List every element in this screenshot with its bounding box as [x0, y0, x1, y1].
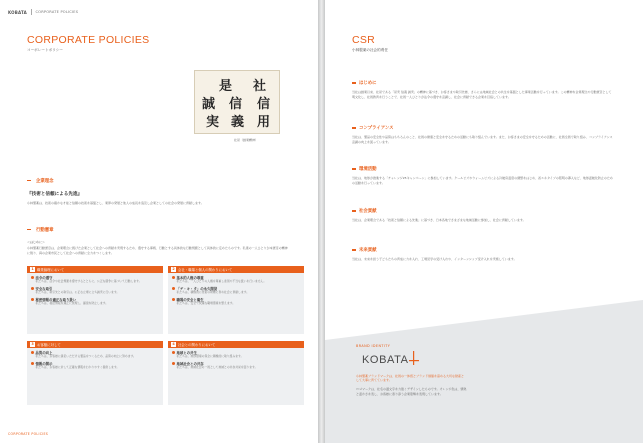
- brand-plus-icon: [409, 351, 419, 365]
- item-desc: 私たちは、地球環境の保全に積極的に取り組みます。: [176, 354, 244, 358]
- page-subtitle: コーポレートポリシー: [27, 48, 63, 52]
- bullet-icon: [172, 351, 175, 354]
- book-gutter: [318, 0, 325, 443]
- item-title: 情報の開示: [35, 361, 53, 366]
- csr-section-title: 環境活動: [352, 166, 614, 172]
- box-title: 職業倫理において: [37, 268, 65, 272]
- box-item: [168, 295, 304, 306]
- brand-text: ロゴマークは、社名の頭文字を力強くデザインしたものです。オレンジ色は、情熱と温かさを表し、お客様に寄り添う企業姿勢を表現しています。: [356, 387, 467, 396]
- conduct-box-3: [27, 341, 163, 405]
- box-header: [27, 341, 163, 348]
- csr-section-future: [352, 247, 614, 262]
- callig-char: 用: [257, 115, 271, 130]
- bullet-icon: [172, 287, 175, 290]
- bullet-icon: [172, 298, 175, 301]
- csr-section-title: 社会貢献: [352, 208, 614, 214]
- box-item: [27, 284, 163, 295]
- csr-section-intro: [352, 80, 614, 99]
- bullet-icon: [31, 298, 34, 301]
- callig-char: 信: [257, 97, 271, 112]
- box-title: 社会との関わりにおいて: [178, 343, 216, 347]
- csr-section-text: 当社は、地球が推進する「チャレンジ25キャンペーン」に参加しています。クールビズやウォームビズによる冷暖房温度の調整をはじめ、省エネタイプの照明の導入など、地球温暖化防止のための活動を行っています。: [352, 176, 613, 185]
- brand-logo: KOBATA: [362, 354, 409, 366]
- csr-section-title: 未来貢献: [352, 247, 614, 253]
- box-header: [168, 266, 304, 273]
- item-title: 安全な取引: [35, 286, 53, 291]
- box-number: 4: [172, 342, 175, 346]
- csr-section-title: はじめに: [352, 80, 614, 86]
- csr-title: CSR: [352, 34, 376, 46]
- box-item: [168, 273, 304, 284]
- item-desc: 私たちは、地域社会の一員として地域との共存共栄を図ります。: [176, 364, 258, 369]
- box-item: [168, 284, 304, 295]
- box-item: [27, 348, 163, 359]
- bullet-icon: [172, 276, 175, 279]
- csr-section-social: [352, 208, 614, 223]
- callig-char: 義: [231, 115, 245, 130]
- item-title: 基本的人権の尊重: [176, 276, 204, 280]
- left-footer: CORPORATE POLICIES: [8, 432, 49, 436]
- box-item: [168, 348, 304, 359]
- box-item: [27, 359, 163, 370]
- callig-char: 社: [253, 79, 267, 94]
- section-marker: [27, 229, 31, 230]
- box-header: [168, 341, 304, 348]
- header-logo: KOBATA: [8, 9, 27, 15]
- conduct-intro-text: 小林製薬行動憲章は、企業理念に掲げた企業として社会への貢献を実現するため、遵守する事柄、行動とする具体的な行動規範として具体的に定めたものです。私達の一人ひとりが本憲章の精神に則り、真の企業市民として社会への貢献に全力をつくします。: [27, 246, 288, 255]
- box-header: [27, 266, 163, 273]
- conduct-box-4: [168, 341, 304, 405]
- brand-orange-text: 小林製薬ブランドマークは、社員の一体感とブランド価値を高める大切な財産として大事に育てています。: [356, 374, 465, 383]
- csr-section-compliance: [352, 125, 614, 144]
- callig-char: 是: [219, 79, 233, 94]
- box-title: 会社・職場と個人の関わりにおいて: [178, 268, 233, 272]
- conduct-intro-label: ＜はじめに＞: [27, 240, 46, 244]
- bullet-icon: [31, 276, 34, 279]
- callig-char: 信: [229, 97, 243, 112]
- csr-section-text: 当社は、製品の安全性や品質はもちろんのこと、社員の健康と安全を守るための活動にも取り組んでいます。また、お客さまの安全を守るための活動に、社員全員で取り組み、コンプライアンス意識の向上を図っています。: [352, 135, 613, 144]
- item-title: 秘密情報の適正な取り扱い: [35, 297, 77, 302]
- right-page: [325, 0, 643, 443]
- csr-section-text: 当社は、未来を担う子どもたちの育成に力を入れ、工場見学の受け入れや、インターンシップ受け入れを実施しています。: [352, 257, 517, 261]
- conduct-box-1: [27, 266, 163, 334]
- brand-identity-label: BRAND IDENTITY: [356, 344, 391, 348]
- item-desc: 私たちは、秘密情報を適正に管理し、漏洩を防止します。: [35, 300, 108, 305]
- bullet-icon: [31, 351, 34, 354]
- item-title: 地球との共生: [176, 351, 197, 355]
- philosophy-text: 小林製薬は、技術の確かな才能と信頼の技術を基盤とし、業界の発展と他人の成長を追及し企業としての社会の発展に貢献します。: [27, 201, 204, 205]
- item-title: 職場の安全と衛生: [176, 297, 204, 302]
- bullet-icon: [31, 287, 34, 290]
- csr-subtitle: 小林製薬の社会的責任: [352, 48, 388, 52]
- philosophy-title: 企業理念: [36, 179, 54, 184]
- box-item: [168, 359, 304, 370]
- item-desc: 私たちは、一人ひとりの人権を尊重し差別や不当な扱いを行いません。: [176, 279, 267, 283]
- section-marker: [27, 180, 31, 181]
- csr-section-environment: [352, 166, 614, 185]
- box-number: 2: [172, 267, 175, 271]
- box-number: 3: [31, 342, 34, 346]
- item-desc: 私たちは、安全で快適な職場環境を整えます。: [176, 300, 236, 305]
- header-separator: [31, 9, 32, 15]
- conduct-title: 行動憲章: [36, 228, 54, 233]
- left-header: [8, 9, 78, 15]
- item-desc: 私たちは、お客様に満足いただける製品をつくるため、品質の向上に努めます。: [35, 354, 136, 358]
- item-title: 法令の遵守: [35, 276, 53, 280]
- csr-section-text: 当社は創業以来、社是である「是実 信義 誠実」の精神に基づき、お客さまや取引先様、さらには地域社会との共生を基盤とした事業活動を行っています。この精神を企業理念や行動憲章として明文化し、社員教育を行うことで、社員一人ひとりが法令の遵守を意識し、社会に貢献できる企業を目指しています。: [352, 90, 612, 99]
- header-label: CORPORATE POLICIES: [35, 10, 79, 14]
- conduct-box-2: [168, 266, 304, 334]
- calligraphy-caption: 社是（創業精神）: [234, 138, 259, 142]
- box-number: 1: [31, 267, 34, 271]
- left-page: [0, 0, 318, 443]
- csr-section-title: コンプライアンス: [352, 125, 614, 131]
- item-title: 「ゲ・キ・タ」の永久開発: [176, 286, 218, 291]
- item-desc: 私たちは、お客様に対して正確な情報をわかりやすく提供します。: [35, 364, 120, 369]
- item-title: 品質の向上: [35, 351, 53, 355]
- bullet-icon: [31, 362, 34, 365]
- item-title: 地域社会との共存: [176, 361, 204, 366]
- item-desc: 私たちは、積極的に技術の研鑽に努め社会に貢献します。: [176, 289, 249, 294]
- calligraphy-image: [194, 70, 280, 134]
- page-title: CORPORATE POLICIES: [27, 34, 150, 46]
- item-desc: 私たちは、取引先との取引は、公正な立場に立ち誠実に行います。: [35, 289, 120, 294]
- bullet-icon: [172, 362, 175, 365]
- item-desc: 私たちは、法令や社会規範を遵守するとともに、公正な競争に基づいて行動します。: [35, 279, 142, 283]
- callig-char: 誠: [202, 97, 216, 112]
- box-title: お客様に対して: [37, 343, 61, 347]
- csr-section-text: 当社は、企業理念である「技術と信頼による先進」に基づき、日本各地でさまざまな地域活動に参加し、社会に貢献しています。: [352, 218, 526, 222]
- philosophy-lead: 『技術と信頼による先進』: [27, 192, 83, 197]
- box-item: [27, 273, 163, 284]
- box-item: [27, 295, 163, 306]
- callig-char: 実: [206, 115, 220, 130]
- brand-background: [325, 300, 643, 443]
